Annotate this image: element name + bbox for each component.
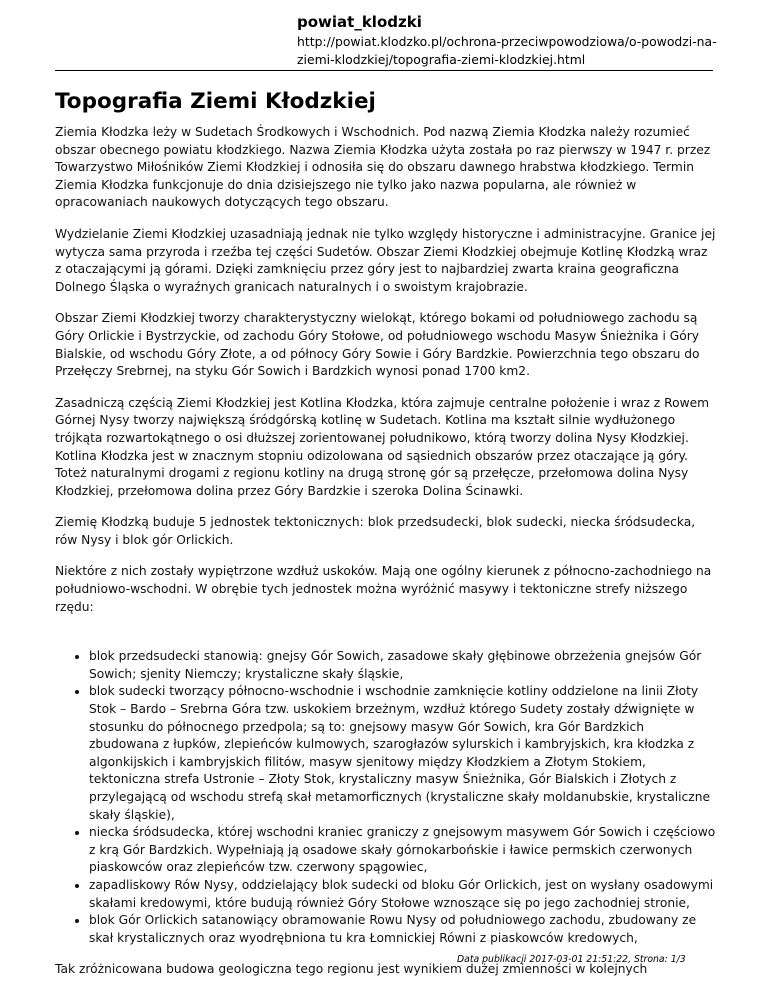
spacer <box>55 630 717 648</box>
publication-info: Data publikacji 2017-03-01 21:51:22, Strona: 1/3 <box>457 954 686 965</box>
paragraph: Ziemię Kłodzką buduje 5 jednostek tektonicznych: blok przedsudecki, blok sudecki, niecka śródsudecka, rów Nysy i blok gór Orlickich. <box>55 515 696 547</box>
paragraph: Tak zróżnicowana budowa geologiczna tego regionu jest wynikiem dużej zmienności w kolejnych <box>55 962 648 977</box>
list-item: • blok Gór Orlickich satanowiący obramowanie Rowu Nysy od południowego zachodu, zbudowany ze skał krystalicznych oraz wyodrębniona tu kra Łomnickiej Równi z piaskowców kredowych, <box>89 912 717 947</box>
paragraph: Ziemia Kłodzka leży w Sudetach Środkowych i Wschodnich. Pod nazwą Ziemia Kłodzka należy rozumieć obszar obecnego powiatu kłodzkiego. Nazwa Ziemia Kłodzka użyta została po raz pierwszy w 1947 r. przez Towarzystwo Miłośników Ziemi Kłodzkiej i odnosiła się do obszaru dawnego hrabstwa kłodzkiego. Termin Ziemia Kłodzka funkcjonuje do dnia dzisiejszego nie tylko jako nazwa popularna, ale również w opracowaniach naukowych dotyczących tego obszaru. <box>55 125 711 210</box>
list-item: • zapadliskowy Rów Nysy, oddzielający blok sudecki od bloku Gór Orlickich, jest on wysłany osadowymi skałami kredowymi, które budują również Góry Stołowe wznoszące się po jego zachodniej stronie, <box>89 877 717 912</box>
paragraph: Zasadniczą częścią Ziemi Kłodzkiej jest Kotlina Kłodzka, która zajmuje centralne położenie i wraz z Rowem Górnej Nysy tworzy największą śródgórską kotlinę w Sudetach. Kotlina ma kształt silnie wydłużonego trójkąta rozwartokątnego o osi dłuższej zorientowanej południkowo, którą tworzy dolina Nysy Kłodzkiej. Kotlina Kłodzka jest w znacznym stopniu odizolowana od sąsiednich obszarów przez otaczające ją góry. Toteż naturalnymi drogami z regionu kotliny na drugą stronę gór są przełęcze, przełomowa dolina Nysy Kłodzkiej, przełomowa dolina przez Góry Bardzkie i szeroka Dolina Ścinawki. <box>55 395 710 498</box>
paragraph: Niektóre z nich zostały wypiętrzone wzdłuż uskoków. Mają one ogólny kierunek z północno-zachodniego na południowo-wschodni. W obrębie tych jednostek można wyróżnić masywy i tektoniczne strefy niższego rzędu: <box>55 564 712 614</box>
list-item: • niecka śródsudecka, której wschodni kraniec graniczy z gnejsowym masywem Gór Sowich i częściowo z krą Gór Bardzkich. Wypełniają ją osadowe skały górnokarbońskie i ławice permskich czerwonych piaskowców oraz zlepieńców tzw. czerwony spągowiec, <box>89 824 717 877</box>
source-url[interactable]: http://powiat.klodzko.pl/ochrona-przeciwpowodziowa/o-powodzi-na-ziemi-klodzkiej/topografia-ziemi-klodzkiej.html <box>297 34 717 67</box>
site-name: powiat_klodzki <box>297 13 422 31</box>
article-body <box>55 124 717 993</box>
paragraph: Wydzielanie Ziemi Kłodzkiej uzasadniają jednak nie tylko względy historyczne i administracyjne. Granice jej wytycza sama przyroda i rzeźba tej części Sudetów. Obszar Ziemi Kłodzkiej obejmuje Kotlinę Kłodzką wraz z otaczającymi ją górami. Dzięki zamknięciu przez góry jest to najbardziej zwarta kraina geograficzna Dolnego Śląska o wyraźnych granicach naturalnych i o swoistym krajobrazie. <box>55 226 716 294</box>
tectonic-units-list <box>55 648 717 947</box>
list-item: • blok przedsudecki stanowią: gnejsy Gór Sowich, zasadowe skały głębinowe obrzeżenia gnejsów Gór Sowich; sjenity Niemczy; krystaliczne skały śląskie, <box>89 648 717 683</box>
paragraph: Obszar Ziemi Kłodzkiej tworzy charakterystyczny wielokąt, którego bokami od południowego zachodu są Góry Orlickie i Bystrzyckie, od zachodu Góry Stołowe, od południowego wschodu Masyw Śnieżnika i Góry Bialskie, od wschodu Góry Złote, a od północy Góry Sowie i Góry Bardzkie. Powierzchnia tego obszaru do Przełęczy Srebrnej, na styku Gór Sowich i Bardzkich wynosi ponad 1700 km2. <box>55 311 700 379</box>
list-item: • blok sudecki tworzący północno-wschodnie i wschodnie zamknięcie kotliny oddzielone na linii Złoty Stok – Bardo – Srebrna Góra tzw. uskokiem brzeżnym, wzdłuż którego Sudety zostały dźwignięte w stosunku do północnego przedpola; są to: gnejsowy masyw Gór Sowich, kra Gór Bardzkich zbudowana z łupków, zlepieńców kulmowych, szarogłazów sylurskich i kambryjskich, kra kłodzka z algonkijskich i kambryjskich filitów, masyw sjenitowy między Kłodzkiem a Złotym Stokiem, tektoniczna strefa Ustronie – Złoty Stok, krystaliczny masyw Śnieżnika, Gór Bialskich i Złotych z przylegającą od wschodu strefą skał metamorficznych (krystaliczne skały moldanubskie, krystaliczne skały śląskie), <box>89 683 717 824</box>
page-title: Topografia Ziemi Kłodzkiej <box>55 89 376 114</box>
header-divider <box>55 70 713 71</box>
